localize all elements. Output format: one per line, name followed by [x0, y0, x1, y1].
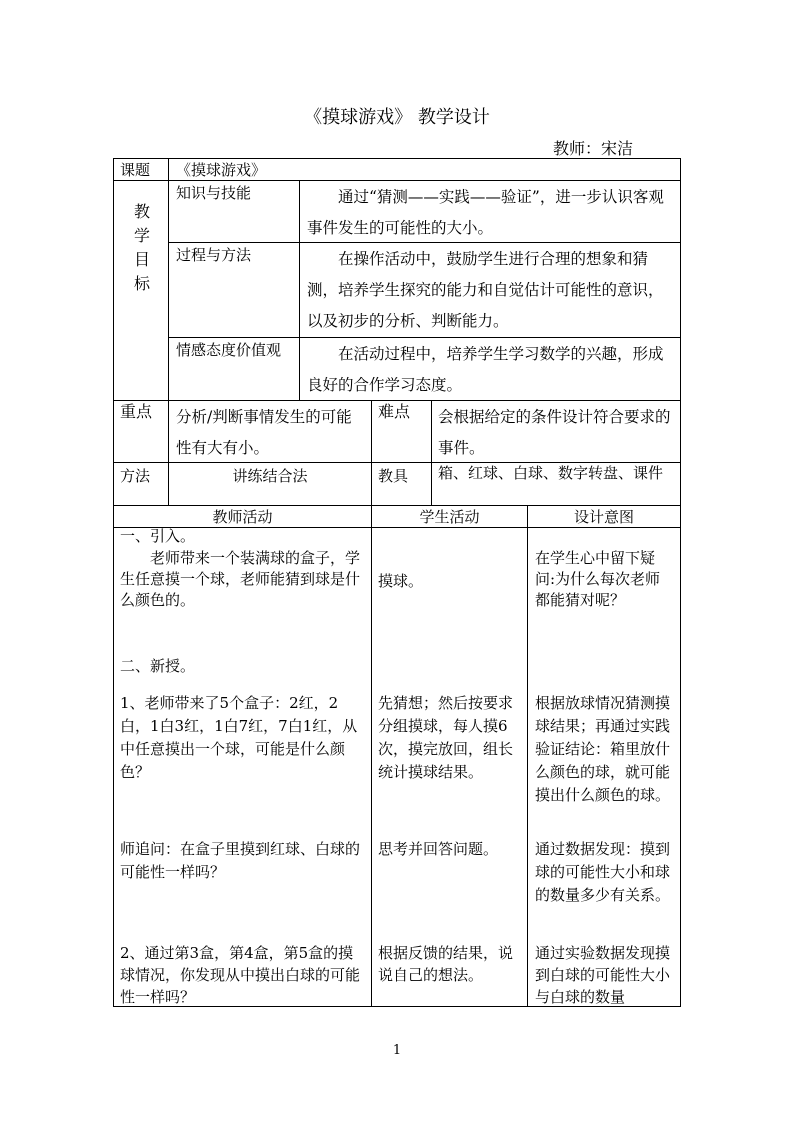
tools-label: 教具: [378, 467, 409, 485]
step2-student-text: 根据反馈的结果，说说自己的想法。: [378, 944, 514, 984]
goal-name-knowledge: 知识与技能: [176, 184, 252, 202]
step1-teacher-text: 1、老师带来了5个盒子：2红，2白，1白3红，1白7红，7白1红，从中任意摸出一个球，可能是什么颜色？: [120, 694, 358, 781]
page-number: 1: [392, 1043, 402, 1058]
ask-student-text: 思考并回答问题。: [378, 840, 499, 858]
goal-text-knowledge: 通过“猜测——实践——验证”，进一步认识客观事件发生的可能性的大小。: [307, 188, 664, 237]
teacher-name: 教师：宋洁: [553, 139, 634, 158]
intro-teacher-text: 老师带来一个装满球的盒子，学生任意摸一个球，老师能猜到球是什么颜色的。: [120, 549, 361, 609]
new-heading: 二、新授。: [120, 657, 196, 675]
ask-teacher-text: 师追问：在盒子里摸到红球、白球的可能性一样吗？: [120, 840, 361, 881]
difficulty-label: 难点: [378, 402, 411, 421]
col-header-teacher: 教师活动: [212, 508, 273, 526]
step1-student-text: 先猜想；然后按要求分组摸球，每人摸6次，摸完放回，组长统计摸球结果。: [378, 694, 514, 781]
ask-intent-text: 通过数据发现：摸到球的可能性大小和球的数量多少有关系。: [535, 840, 671, 904]
goals-label: 教 学 目 标: [133, 202, 150, 293]
step1-intent-text: 根据放球情况猜测摸球结果；再通过实践验证结论：箱里放什么颜色的球，就可能摸出什么颜色的球。: [535, 694, 671, 804]
col-header-student: 学生活动: [419, 508, 480, 526]
intro-heading: 一、引入。: [120, 527, 196, 545]
col-header-intent: 设计意图: [573, 508, 634, 526]
goal-text-process: 在操作活动中，鼓励学生进行合理的想象和猜测，培养学生探究的能力和自觉估计可能性的意识，以及初步的分析、判断能力。: [307, 250, 664, 330]
key-text: 分析/判断事情发生的可能性有大有小。: [176, 408, 352, 457]
difficulty-text: 会根据给定的条件设计符合要求的事件。: [438, 408, 671, 457]
topic-label: 课题: [120, 161, 151, 179]
key-label: 重点: [120, 402, 153, 421]
tools-value: 箱、红球、白球、数字转盘、课件: [438, 464, 664, 482]
page-title: 《摸球游戏》 教学设计: [304, 107, 490, 128]
goal-name-emotion: 情感态度价值观: [176, 341, 282, 359]
topic-value: 《摸球游戏》: [176, 161, 267, 179]
method-value: 讲练结合法: [232, 467, 308, 485]
goal-name-process: 过程与方法: [176, 246, 252, 264]
intro-intent-text: 在学生心中留下疑问:为什么每次老师都能猜对呢？: [535, 549, 661, 609]
intro-student-text: 摸球。: [378, 572, 424, 590]
step2-intent-text: 通过实验数据发现摸到白球的可能性大小与白球的数量: [535, 944, 671, 1006]
method-label: 方法: [120, 467, 151, 485]
goal-text-emotion: 在活动过程中，培养学生学习数学的兴趣，形成良好的合作学习态度。: [307, 345, 664, 394]
step2-teacher-text: 2、通过第3盒，第4盒，第5盒的摸球情况，你发现从中摸出白球的可能性一样吗？: [120, 944, 361, 1006]
